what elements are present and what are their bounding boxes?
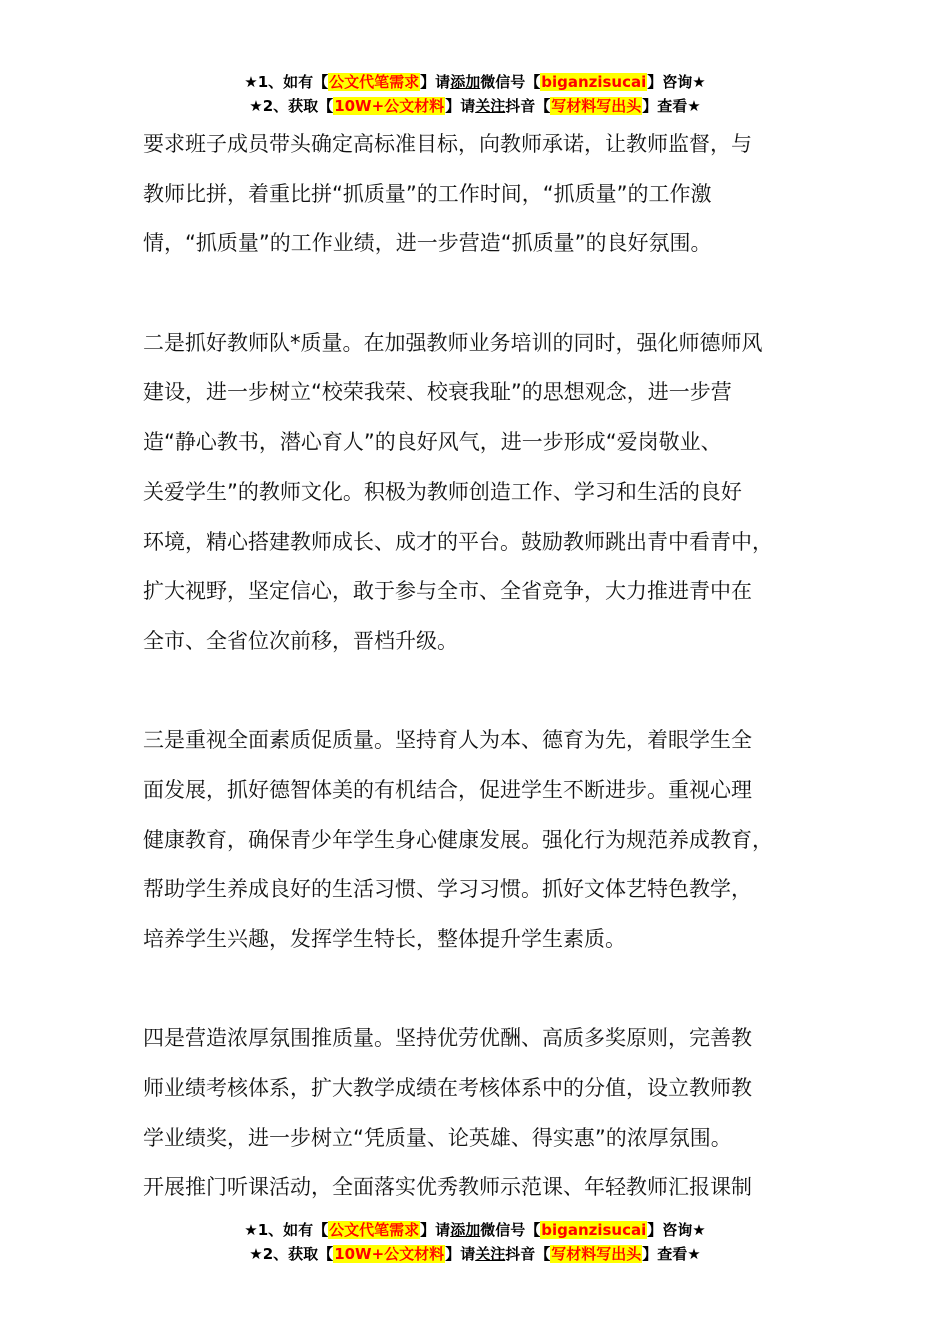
footer-line-2-suffix: 】查看★: [642, 1245, 701, 1263]
paragraph-line: 健康教育，确保青少年学生身心健康发展。强化行为规范养成教育，: [143, 827, 773, 852]
header-line-1-mid2: 微信号【: [480, 73, 541, 91]
footer-line-2-mid2: 抖音【: [505, 1245, 551, 1263]
header-highlight-wechat-id: biganzisucai: [541, 73, 647, 91]
header-line-1-mid: 】请: [420, 73, 451, 91]
header-line-2-prefix: ★2、获取【: [249, 97, 334, 115]
header-underline-follow: 关注: [475, 97, 506, 115]
footer-line-2-mid: 】请: [445, 1245, 476, 1263]
footer-line-1-mid2: 微信号【: [480, 1221, 541, 1239]
paragraph-line: 情，“抓质量”的工作业绩，进一步营造“抓质量”的良好氛围。: [143, 231, 712, 256]
paragraph-line: 环境，精心搭建教师成长、成才的平台。鼓励教师跳出青中看青中，: [143, 529, 773, 554]
paragraph-line: 帮助学生养成良好的生活习惯、学习习惯。抓好文体艺特色教学，: [143, 877, 752, 902]
paragraph-line: 建设，进一步树立“校荣我荣、校衰我耻”的思想观念，进一步营: [143, 380, 732, 405]
paragraph-quality-education: [143, 716, 833, 964]
paragraph-line: 扩大视野，坚定信心，敢于参与全市、全省竞争，大力推进青中在: [143, 579, 752, 604]
paragraph-line: 三是重视全面素质促质量。坚持育人为本、德育为先，着眼学生全: [143, 728, 752, 753]
header-banner: [0, 70, 950, 118]
document-body: [143, 120, 833, 1213]
paragraph-atmosphere: [143, 1014, 833, 1213]
paragraph-line: 教师比拼，着重比拼“抓质量”的工作时间，“抓质量”的工作激: [143, 181, 712, 206]
footer-line-1-prefix: ★1、如有【: [244, 1221, 329, 1239]
footer-highlight-materials: 10W+公文材料: [334, 1245, 445, 1263]
header-highlight-douyin: 写材料写出头: [551, 97, 642, 115]
header-line-1-suffix: 】咨询★: [647, 73, 706, 91]
footer-underline-follow: 关注: [475, 1245, 506, 1263]
paragraph-intro: [143, 120, 833, 269]
paragraph-line: 四是营造浓厚氛围推质量。坚持优劳优酬、高质多奖原则，完善教: [143, 1026, 752, 1051]
paragraph-line: 学业绩奖，进一步树立“凭质量、论英雄、得实惠”的浓厚氛围。: [143, 1125, 732, 1150]
header-highlight-ghostwriting: 公文代笔需求: [329, 73, 420, 91]
footer-underline-add: 添加: [450, 1221, 481, 1239]
footer-banner: [0, 1218, 950, 1266]
footer-highlight-wechat-id: biganzisucai: [541, 1221, 647, 1239]
paragraph-line: 师业绩考核体系，扩大教学成绩在考核体系中的分值，设立教师教: [143, 1076, 752, 1101]
footer-line-2: [0, 1242, 950, 1266]
paragraph-line: 关爱学生”的教师文化。积极为教师创造工作、学习和生活的良好: [143, 479, 742, 504]
header-line-2-mid: 】请: [445, 97, 476, 115]
header-line-2-mid2: 抖音【: [505, 97, 551, 115]
header-underline-add: 添加: [450, 73, 481, 91]
footer-highlight-ghostwriting: 公文代笔需求: [329, 1221, 420, 1239]
header-line-2: [0, 94, 950, 118]
paragraph-line: 开展推门听课活动，全面落实优秀教师示范课、年轻教师汇报课制: [143, 1175, 752, 1200]
paragraph-line: 全市、全省位次前移，晋档升级。: [143, 628, 458, 653]
paragraph-line: 培养学生兴趣，发挥学生特长，整体提升学生素质。: [143, 927, 626, 951]
footer-line-1-mid: 】请: [420, 1221, 451, 1239]
header-highlight-materials: 10W+公文材料: [334, 97, 445, 115]
paragraph-line: 二是抓好教师队*质量。在加强教师业务培训的同时，强化师德师风: [143, 330, 763, 355]
footer-highlight-douyin: 写材料写出头: [551, 1245, 642, 1263]
paragraph-teachers: [143, 319, 833, 667]
footer-line-1-suffix: 】咨询★: [647, 1221, 706, 1239]
paragraph-line: 面发展，抓好德智体美的有机结合，促进学生不断进步。重视心理: [143, 777, 752, 802]
paragraph-line: 造“静心教书，潜心育人”的良好风气，进一步形成“爱岗敬业、: [143, 430, 722, 455]
header-line-1-prefix: ★1、如有【: [244, 73, 329, 91]
header-line-1: [0, 70, 950, 94]
footer-line-2-prefix: ★2、获取【: [249, 1245, 334, 1263]
paragraph-line: 要求班子成员带头确定高标准目标，向教师承诺，让教师监督，与: [143, 132, 752, 156]
footer-line-1: [0, 1218, 950, 1242]
header-line-2-suffix: 】查看★: [642, 97, 701, 115]
